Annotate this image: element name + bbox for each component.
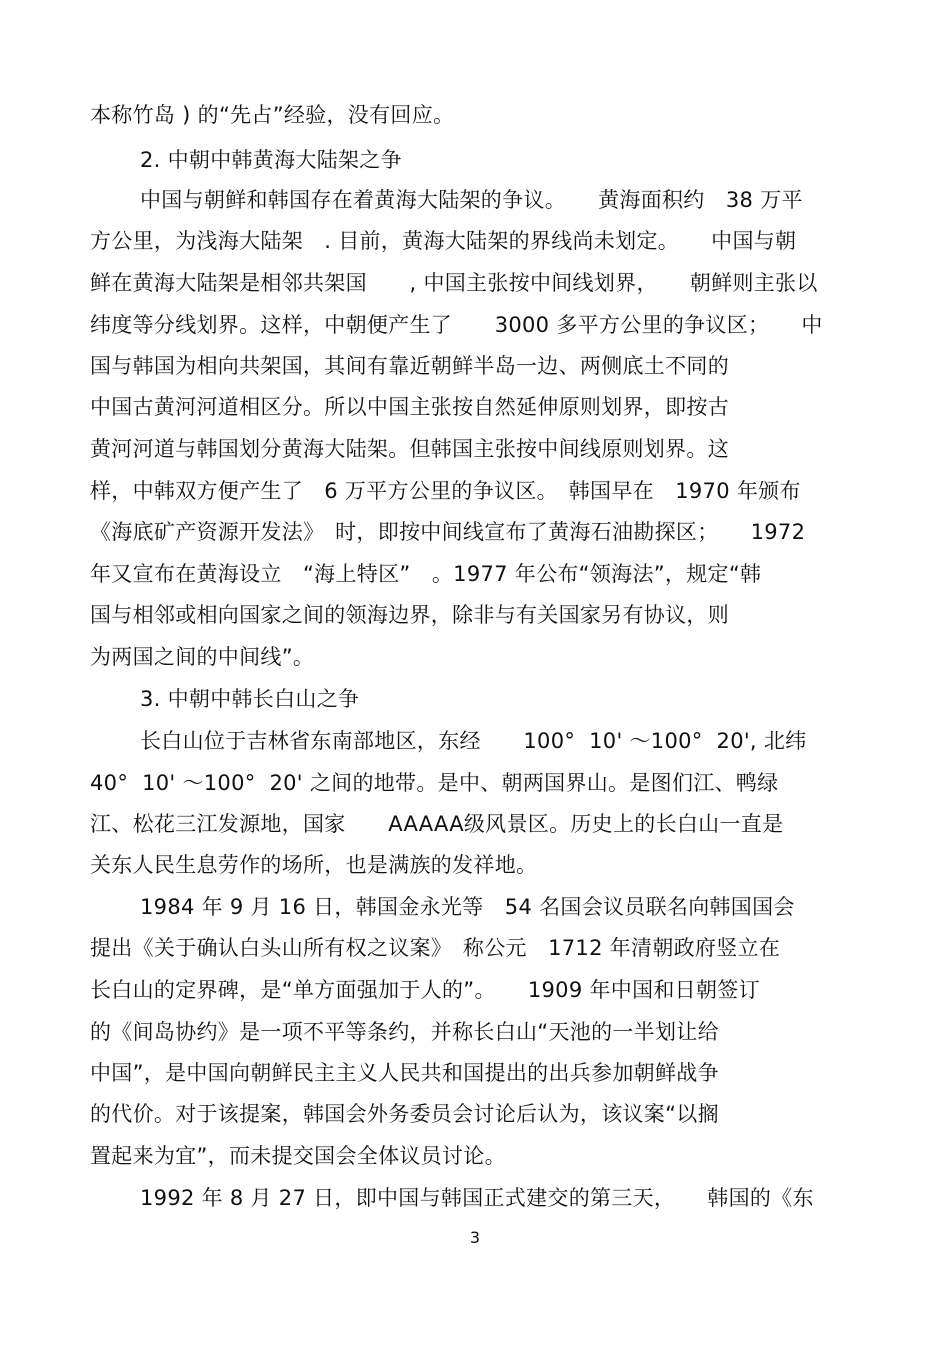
text-line: 长白山位于吉林省东南部地区，东经 100° 10' ～100° 20', 北纬: [140, 729, 807, 753]
text-line: 的《间岛协约》是一项不平等条约，并称长白山“天池的一半划让给: [90, 1020, 719, 1044]
text-line: 国与相邻或相向国家之间的领海边界，除非与有关国家另有协议，则: [90, 603, 729, 627]
text-line: 40° 10' ～100° 20' 之间的地带。是中、朝两国界山。是图们江、鸭绿: [90, 771, 779, 795]
text-line: 国与韩国为相向共架国，其间有靠近朝鲜半岛一边、两侧底土不同的: [90, 354, 729, 378]
text-line: 《海底矿产资源开发法》 时，即按中间线宣布了黄海石油勘探区； 1972: [90, 520, 806, 544]
text-line: 方公里，为浅海大陆架 . 目前，黄海大陆架的界线尚未划定。 中国与朝: [90, 229, 797, 253]
text-line: 1984 年 9 月 16 日，韩国金永光等 54 名国会议员联名向韩国国会: [140, 895, 795, 919]
text-line: 长白山的定界碑，是“单方面强加于人的”。 1909 年中国和日朝签订: [90, 978, 760, 1002]
text-line: 样，中韩双方便产生了 6 万平方公里的争议区。 韩国早在 1970 年颁布: [90, 479, 801, 503]
text-line: 鲜在黄海大陆架是相邻共架国 , 中国主张按中间线划界， 朝鲜则主张以: [90, 271, 818, 295]
text-line: 年又宣布在黄海设立 “海上特区” 。1977 年公布“领海法”，规定“韩: [90, 562, 762, 586]
text-line: 提出《关于确认白头山所有权之议案》 称公元 1712 年清朝政府竖立在: [90, 936, 781, 960]
text-line: 纬度等分线划界。这样，中朝便产生了 3000 多平方公里的争议区； 中: [90, 313, 823, 337]
text-line: 本称竹岛 ) 的“先占”经验，没有回应。: [90, 103, 455, 127]
text-line: 中国与朝鲜和韩国存在着黄海大陆架的争议。 黄海面积约 38 万平: [140, 188, 803, 212]
text-line: 黄河河道与韩国划分黄海大陆架。但韩国主张按中间线原则划界。这: [90, 437, 729, 461]
text-line: 江、松花三江发源地，国家 AAAAA级风景区。历史上的长白山一直是: [90, 812, 784, 836]
text-line: 中国古黄河河道相区分。所以中国主张按自然延伸原则划界，即按古: [90, 395, 729, 419]
text-line: 为两国之间的中间线”。: [90, 645, 315, 669]
section-heading: 3. 中朝中韩长白山之争: [140, 687, 360, 711]
text-line: 置起来为宜”，而未提交国会全体议员讨论。: [90, 1144, 506, 1168]
text-line: 的代价。对于该提案，韩国会外务委员会讨论后认为，该议案“以搁: [90, 1102, 719, 1126]
section-heading: 2. 中朝中韩黄海大陆架之争: [140, 148, 402, 172]
text-line: 关东人民生息劳作的场所，也是满族的发祥地。: [90, 853, 538, 877]
text-line: 1992 年 8 月 27 日，即中国与韩国正式建交的第三天， 韩国的《东: [140, 1186, 814, 1210]
text-line: 中国”，是中国向朝鲜民主主义人民共和国提出的出兵参加朝鲜战争: [90, 1061, 719, 1085]
page-number: 3: [469, 1228, 481, 1247]
